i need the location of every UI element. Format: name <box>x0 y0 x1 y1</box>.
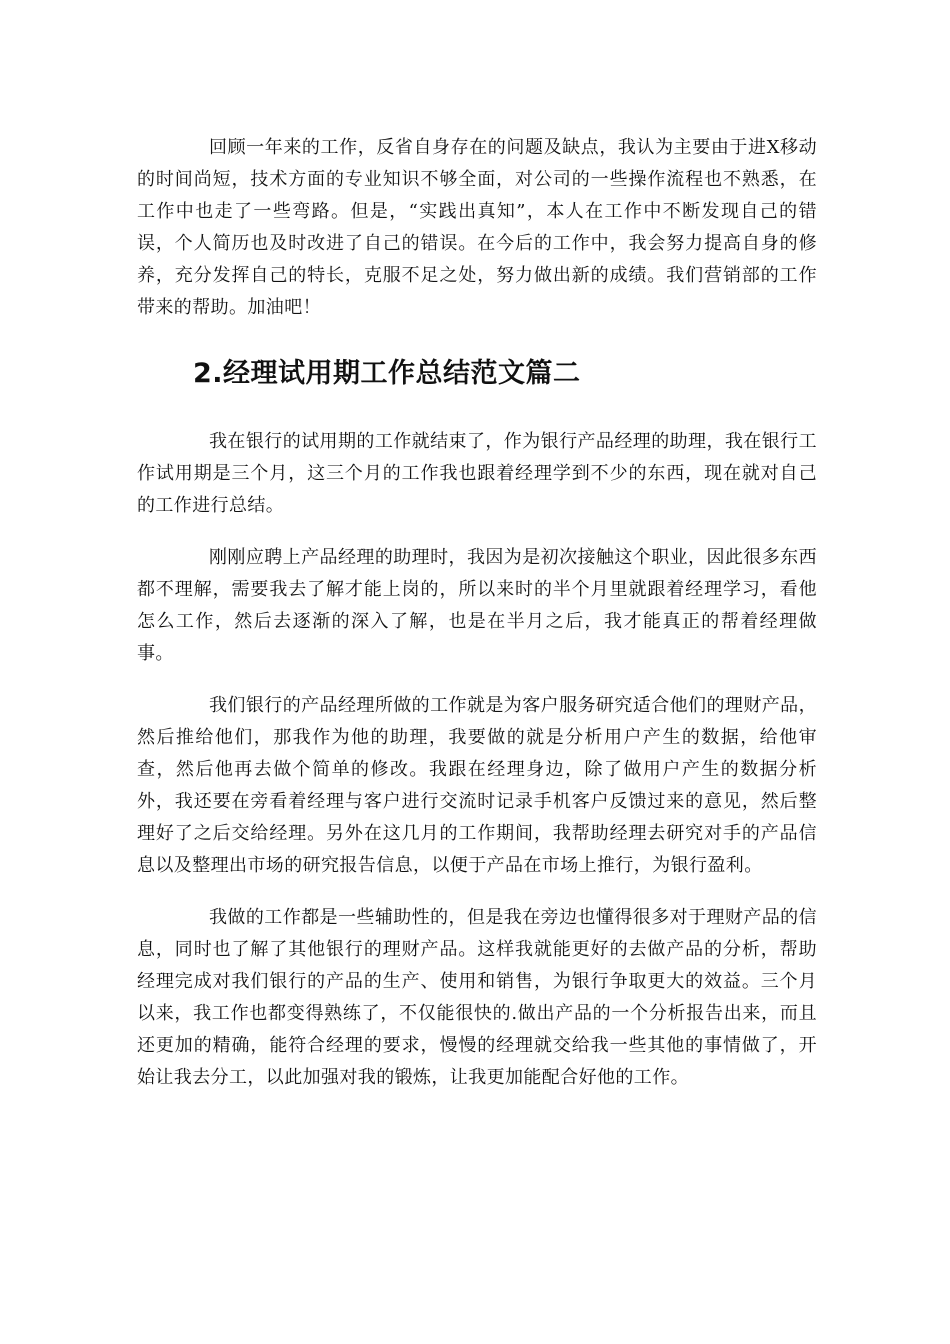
body-paragraph: 我们银行的产品经理所做的工作就是为客户服务研究适合他们的理财产品，然后推给他们，那我作为他的助理，我要做的就是分析用户产生的数据，给他审查，然后他再去做个简单的修改。我跟在经理身边，除了做用户产生的数据分析外，我还要在旁看着经理与客户进行交流时记录手机客户反馈过来的意见，然后整理好了之后交给经理。另外在这几月的工作期间，我帮助经理去研究对手的产品信息以及整理出市场的研究报告信息，以便于产品在市场上推行，为银行盈利。 <box>137 695 817 876</box>
document-body <box>137 132 817 1094</box>
section-heading: 2.经理试用期工作总结范文篇二 <box>193 358 581 389</box>
body-paragraph: 我做的工作都是一些辅助性的，但是我在旁边也懂得很多对于理财产品的信息，同时也了解了其他银行的理财产品。这样我就能更好的去做产品的分析，帮助经理完成对我们银行的产品的生产、使用和销售，为银行争取更大的效益。三个月以来，我工作也都变得熟练了，不仅能很快的.做出产品的一个分析报告出来，而且还更加的精确，能符合经理的要求，慢慢的经理就交给我一些其他的事情做了，开始让我去分工，以此加强对我的锻炼，让我更加能配合好他的工作。 <box>137 907 817 1088</box>
body-paragraph: 刚刚应聘上产品经理的助理时，我因为是初次接触这个职业，因此很多东西都不理解，需要我去了解才能上岗的，所以来时的半个月里就跟着经理学习，看他怎么工作，然后去逐渐的深入了解，也是在半月之后，我才能真正的帮着经理做事。 <box>137 547 817 664</box>
body-paragraph: 我在银行的试用期的工作就结束了，作为银行产品经理的助理，我在银行工作试用期是三个月，这三个月的工作我也跟着经理学到不少的东西，现在就对自己的工作进行总结。 <box>137 431 817 516</box>
intro-paragraph: 回顾一年来的工作，反省自身存在的问题及缺点，我认为主要由于进X移动的时间尚短，技术方面的专业知识不够全面，对公司的一些操作流程也不熟悉，在工作中也走了一些弯路。但是，“实践出真知”，本人在工作中不断发现自己的错误，个人简历也及时改进了自己的错误。在今后的工作中，我会努力提高自身的修养，充分发挥自己的特长，克服不足之处，努力做出新的成绩。我们营销部的工作带来的帮助。加油吧！ <box>137 137 817 318</box>
